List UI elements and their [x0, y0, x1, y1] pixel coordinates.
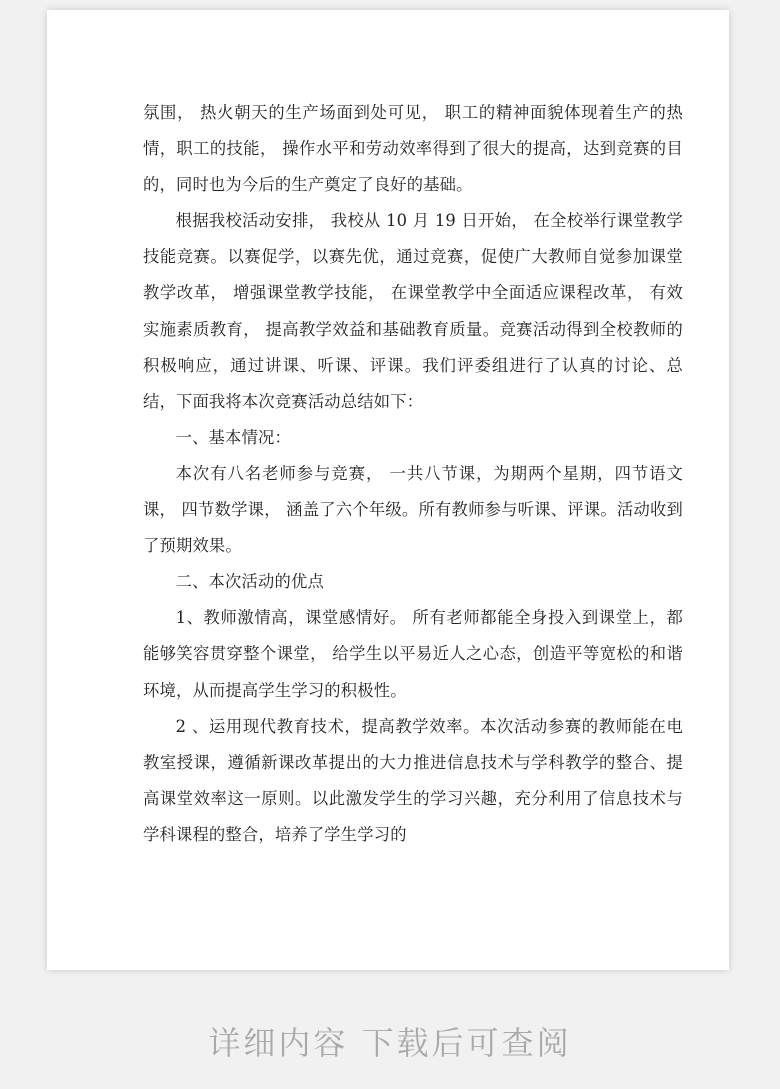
download-prompt-text: 详细内容 下载后可查阅 — [208, 1024, 572, 1062]
paragraph-5: 2 、运用现代教育技术，提高教学效率。本次活动参赛的教师能在电教室授课，遵循新课改革提出的大力推进信息技术与学科教学的整合、提高课堂效率这一原则。以此激发学生的学习兴趣，充分利用了信息技术与学科课程的整合，培养了学生学习的 — [143, 716, 683, 844]
document-body — [143, 95, 683, 853]
paragraph-4: 1、教师激情高，课堂感情好。 所有老师都能全身投入到课堂上，都能够笑容贯穿整个课堂， 给学生以平易近人之心态，创造平等宽松的和谐环境，从而提高学生学习的积极性。 — [143, 608, 683, 700]
section-heading-basic-info: 一、基本情况： — [175, 427, 291, 447]
section-heading-advantages: 二、本次活动的优点 — [175, 572, 324, 592]
paragraph-1: 氛围， 热火朝天的生产场面到处可见， 职工的精神面貌体现着生产的热情，职工的技能， 操作水平和劳动效率得到了很大的提高，达到竞赛的目的，同时也为今后的生产奠定了良好的基础。 — [143, 103, 683, 195]
document-page — [47, 10, 729, 970]
paragraph-3: 本次有八名老师参与竞赛， 一共八节课，为期两个星期，四节语文课， 四节数学课， 涵盖了六个年级。所有教师参与听课、评课。活动收到了预期效果。 — [143, 463, 683, 556]
paragraph-2: 根据我校活动安排， 我校从 10 月 19 日开始， 在全校举行课堂教学技能竞赛。以赛促学，以赛先优，通过竞赛，促使广大教师自觉参加课堂教学改革， 增强课堂教学技能， 在课堂教学中全面适应课程改革， 有效实施素质教育， 提高教学效益和基础教育质量。竞赛活动得到全校教师的积极响应，通过讲课、听课、评课。我们评委组进行了认真的讨论、总结，下面我将本次竞赛活动总结如下： — [143, 211, 683, 411]
